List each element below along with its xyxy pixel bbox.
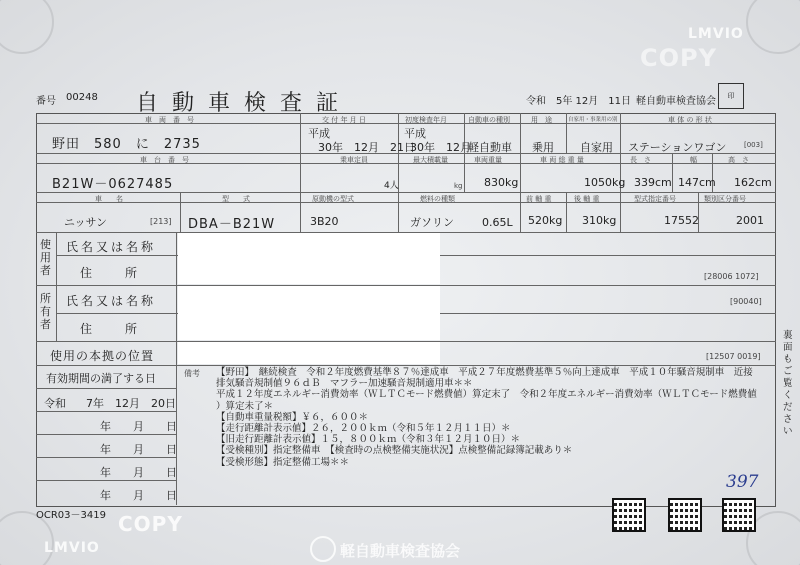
blank-date-row: 年 月 日 [100, 443, 177, 456]
user-code: [28006 1072] [704, 272, 759, 281]
header-chassis-number: 車 台 番 号 [140, 156, 189, 164]
notes-body [216, 367, 776, 468]
fuel-type: ガソリン [410, 216, 454, 229]
expiry-era: 令和 [44, 397, 66, 410]
registration-number: 野田 580 に 2735 [52, 137, 201, 152]
qr-code-icon [722, 498, 756, 532]
maker: ニッサン [64, 216, 108, 229]
header-height: 高 さ [728, 156, 749, 164]
body-shape: ステーションワゴン [628, 141, 727, 154]
blank-date-row: 年 月 日 [100, 489, 177, 502]
issuer-footer: 軽自動車検査協会 [340, 542, 461, 560]
front-axle-weight: 520kg [528, 214, 563, 227]
expiry-label: 有効期間の満了する日 [46, 372, 156, 385]
header-capacity: 乗車定員 [340, 156, 368, 164]
note-line: 【自動車重量税額】￥６，６００＊ [216, 411, 369, 423]
header-use: 用 途 [531, 116, 552, 124]
redacted-owner-info [178, 286, 440, 340]
vehicle-kind: 軽自動車 [468, 141, 512, 154]
issue-era: 平成 [308, 127, 330, 140]
class-number: 2001 [736, 214, 764, 227]
owner-name-label: 氏名又は名称 [66, 294, 157, 308]
expiry-date: 7年 12月 20日 [86, 397, 176, 410]
header-rear-axle: 後 軸 重 [574, 195, 600, 203]
notes-label: 備考 [184, 369, 200, 378]
header-registration-number: 車 両 番 号 [145, 116, 194, 124]
note-line: 平成１２年度エネルギー消費効率（ＷＬＴＣモード燃費値）算定末了 令和２年度エネルギー消費効率（ＷＬＴＣモード燃費値 [216, 389, 757, 401]
watermark-brand: LMVIO [688, 26, 744, 42]
rear-axle-weight: 310kg [582, 214, 617, 227]
type-number: 17552 [664, 214, 699, 227]
header-weight: 車両重量 [474, 156, 502, 164]
displacement: 0.65L [482, 216, 513, 229]
corner-ornament [0, 0, 54, 54]
header-engine: 原動機の型式 [312, 195, 354, 203]
header-fuel: 燃料の種類 [420, 195, 455, 203]
base-code: [12507 0019] [706, 352, 761, 361]
capacity: 4人 [384, 181, 399, 191]
watermark-copy: COPY [118, 512, 183, 536]
engine-model: 3B20 [310, 215, 339, 228]
owner-code: [90040] [730, 297, 762, 306]
max-load-unit: kg [454, 182, 463, 190]
header-first-registration: 初度検査年月 [405, 116, 447, 124]
header-front-axle: 前 軸 重 [526, 195, 552, 203]
blank-date-row: 年 月 日 [100, 466, 177, 479]
issuer-seal: 印 [718, 83, 744, 109]
header-length: 長 さ [630, 156, 651, 164]
note-line: 【野田】 継続検査 令和２年度燃費基準８７％達成車 平成２７年度燃費基準５％向上達成車 平成１０年騒音規制車 近接 [216, 367, 753, 378]
header-body-shape: 車 体 の 形 状 [668, 116, 712, 124]
height: 162cm [734, 176, 772, 189]
maker-code: [213] [150, 217, 172, 226]
qr-code-icon [612, 498, 646, 532]
note-line: 【受検形態】指定整備工場＊＊ [216, 456, 350, 468]
corner-ornament [746, 0, 800, 54]
header-class-number: 類別区分番号 [704, 195, 746, 203]
cert-number: 00248 [66, 92, 98, 103]
vehicle-weight: 830kg [484, 176, 519, 189]
reverse-side-note: 裏面もご覧ください [783, 330, 793, 437]
note-line: 【受検種別】指定整備車 【検査時の点検整備実施状況】点検整備記録簿記載あり＊ [216, 445, 573, 457]
user-address-label: 住 所 [80, 266, 141, 280]
watermark-copy: COPY [640, 44, 717, 72]
page-title: 自動車検査証 [136, 91, 353, 116]
length: 339cm [634, 176, 672, 189]
blank-date-row: 年 月 日 [100, 420, 177, 433]
qr-code-icon [668, 498, 702, 532]
header-vehicle-kind: 自動車の種別 [468, 116, 510, 124]
first-registration-value: 30年 12月 [410, 141, 471, 154]
header-type-number: 型式指定番号 [634, 195, 676, 203]
note-line: ）算定未了＊ [216, 400, 274, 412]
handwritten-number: 397 [726, 472, 759, 492]
association-logo-icon [310, 536, 336, 562]
user-section-label: 使用者 [40, 238, 51, 277]
owner-section-label: 所有者 [40, 292, 51, 331]
watermark-brand: LMVIO [44, 540, 100, 556]
width: 147cm [678, 176, 716, 189]
chassis-number: B21W－0627485 [52, 177, 174, 192]
header-gross-weight: 車 両 総 重 量 [540, 156, 584, 164]
ocr-code: OCR03－3419 [36, 510, 106, 521]
user-name-label: 氏名又は名称 [66, 240, 157, 254]
redacted-user-info [178, 233, 440, 284]
header-maker: 車 名 [95, 195, 123, 203]
base-location-label: 使用の本拠の位置 [50, 349, 155, 363]
header-model: 型 式 [222, 195, 250, 203]
issuer-name: 軽自動車検査協会 [636, 96, 716, 107]
first-era: 平成 [404, 127, 426, 140]
header-private-business: 自家用・事業用の別 [568, 117, 618, 123]
note-line: 排気騒音規制値９６ｄＢ マフラー加速騒音規制適用車＊＊ [216, 378, 473, 390]
owner-address-label: 住 所 [80, 322, 141, 336]
cert-number-label: 番号 [36, 96, 56, 107]
model-code: DBA－B21W [188, 217, 276, 232]
issue-date-value: 30年 12月 21日 [318, 141, 415, 154]
header-width: 幅 [690, 156, 697, 164]
header-max-load: 最大積載量 [413, 156, 448, 164]
gross-weight: 1050kg [584, 176, 626, 189]
private-business: 自家用 [580, 141, 613, 154]
body-shape-code: [003] [744, 141, 763, 149]
issue-date: 令和 5年 12月 11日 [526, 96, 631, 107]
note-line: 【走行距離計表示値】２６，２００ｋｍ（令和５年１２月１１日）＊ [216, 423, 511, 435]
header-issue-date: 交 付 年 月 日 [322, 116, 366, 124]
vehicle-use: 乗用 [532, 141, 554, 154]
note-line: 【旧走行距離計表示値】１５，８００ｋｍ（令和３年１２月１０日）＊ [216, 434, 521, 446]
redacted-base-location [178, 342, 440, 364]
